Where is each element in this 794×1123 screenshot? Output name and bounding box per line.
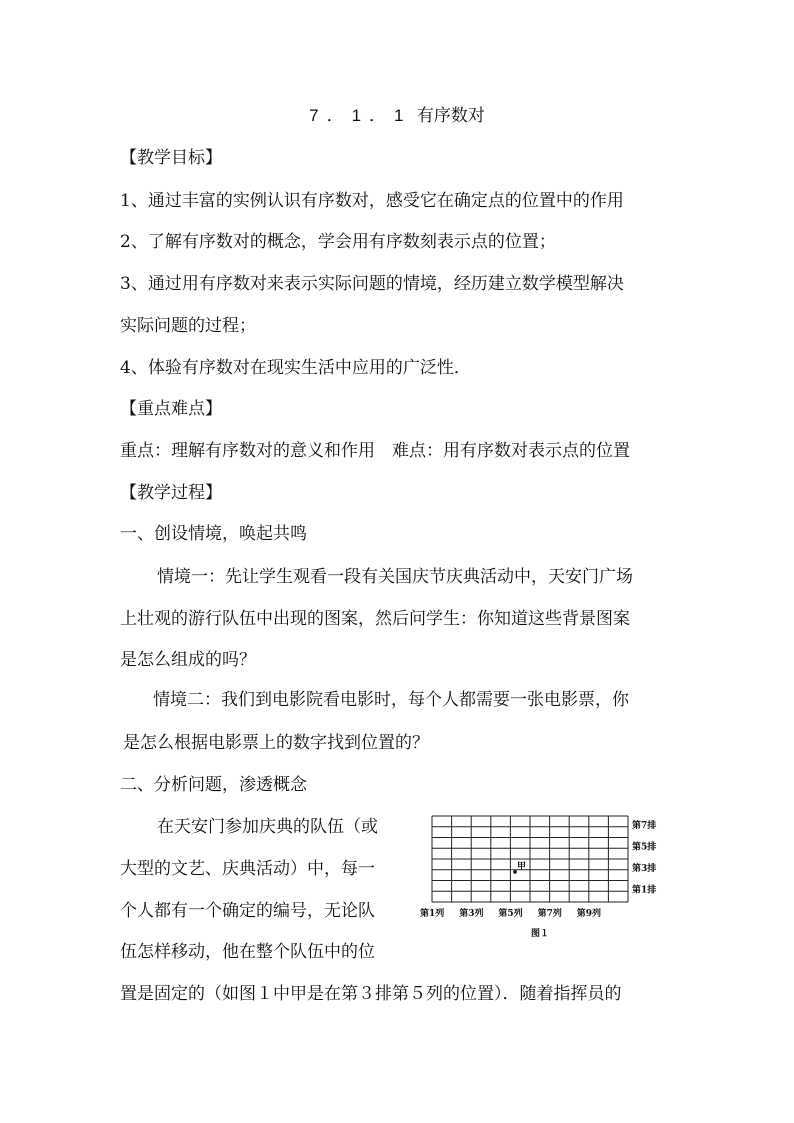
col-label: 第7列 <box>537 909 562 919</box>
objective-3-cont: 实际问题的过程； <box>120 316 256 336</box>
figure-caption: 图１ <box>530 929 550 939</box>
scenario2-line2: 是怎么根据电影票上的数字找到位置的？ <box>123 733 429 753</box>
row-label: 第1排 <box>632 885 657 896</box>
analysis-line1: 在天安门参加庆典的队伍（或 <box>157 817 378 837</box>
point-label: 甲 <box>517 861 527 872</box>
keypoints-text: 重点：理解有序数对的意义和作用 难点：用有序数对表示点的位置 <box>120 441 630 461</box>
scenario1-line2: 上壮观的游行队伍中出现的图案，然后问学生：你知道这些背景图案 <box>120 609 630 629</box>
col-label: 第9列 <box>576 909 602 919</box>
row-label: 第5排 <box>632 842 657 853</box>
col-label: 第3列 <box>459 909 484 919</box>
keypoints-heading: 【重点难点】 <box>120 399 222 419</box>
scenario1-line1: 情境一：先让学生观看一段有关国庆节庆典活动中，天安门广场 <box>157 567 633 587</box>
col-label: 第1列 <box>420 909 445 919</box>
objective-4: 4、体验有序数对在现实生活中应用的广泛性． <box>120 358 471 378</box>
scenario1-line3: 是怎么组成的吗？ <box>120 650 256 670</box>
process-heading: 【教学过程】 <box>120 483 222 503</box>
part2-heading: 二、分析问题，渗透概念 <box>120 775 307 795</box>
row-label: 第7排 <box>632 821 657 832</box>
figure-grid <box>410 808 670 938</box>
figure-svg <box>410 808 670 938</box>
scenario2-line1: 情境二：我们到电影院看电影时，每个人都需要一张电影票，你 <box>153 690 629 710</box>
part1-heading: 一、创设情境，唤起共鸣 <box>120 524 307 544</box>
page-title <box>0 104 794 128</box>
title-text: 有序数对 <box>416 106 485 126</box>
analysis-line2: 大型的文艺、庆典活动）中，每一 <box>120 859 375 879</box>
objective-3: 3、通过用有序数对来表示实际问题的情境，经历建立数学模型解决 <box>120 274 624 294</box>
objectives-heading: 【教学目标】 <box>120 148 222 168</box>
objective-2: 2、了解有序数对的概念，学会用有序数刻表示点的位置； <box>120 232 556 252</box>
analysis-line3: 个人都有一个确定的编号，无论队 <box>120 901 375 921</box>
col-label: 第5列 <box>498 909 523 919</box>
title-number: 7．1．1 <box>309 106 412 125</box>
objective-1: 1、通过丰富的实例认识有序数对，感受它在确定点的位置中的作用 <box>120 191 624 211</box>
row-label: 第3排 <box>632 864 657 875</box>
analysis-line4: 伍怎样移动，他在整个队伍中的位 <box>120 942 375 962</box>
analysis-line5: 置是固定的（如图１中甲是在第３排第５列的位置）．随着指挥员的 <box>120 984 622 1004</box>
